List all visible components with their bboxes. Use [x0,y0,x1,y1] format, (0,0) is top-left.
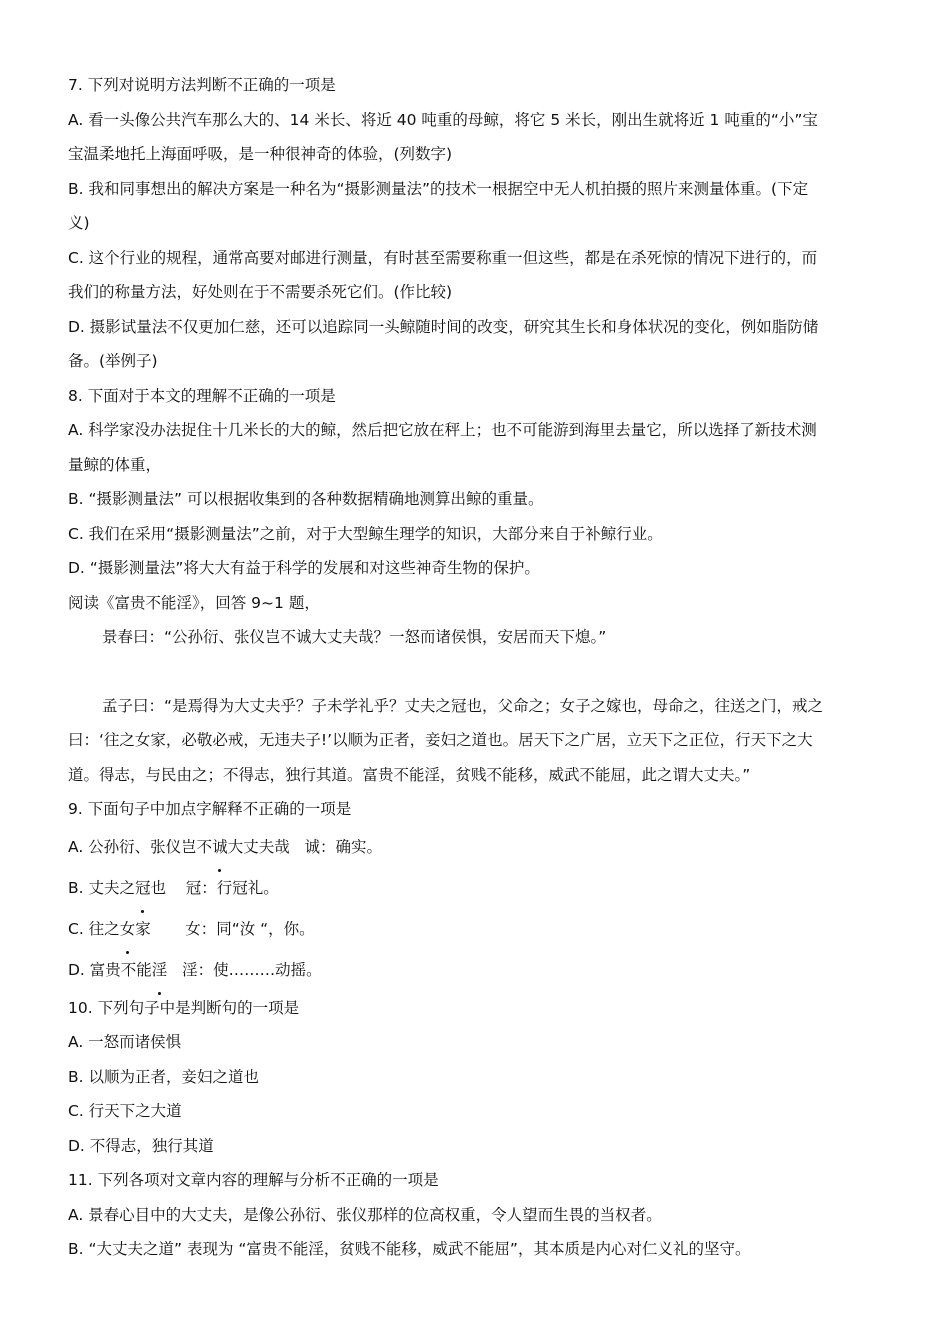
q7-option-d-line1: D. 摄影试量法不仅更加仁慈，还可以追踪同一头鲸随时间的改变，研究其生长和身体状况的变化，例如脂防储 [68,317,819,336]
q10-option-a: A. 一怒而诸侯惧 [68,1033,182,1051]
document-page [68,68,888,1267]
blank-spacer [68,655,888,689]
q7-option-b-line2: 义) [68,214,90,232]
q8-option-c: C. 我们在采用“摄影测量法”之前，对于大型鲸生理学的知识，大部分来自于补鲸行业。 [68,524,663,543]
passage-paragraph-2-line3: 道。得志，与民由之；不得志，独行其道。富贵不能淫，贫贱不能移，威武不能屈，此之谓大丈夫。” [68,765,751,784]
q9-stem: 9. 下面句子中加点字解释不正确的一项是 [68,800,352,818]
q9-option-b-suffix: 也 冠：行冠礼。 [150,878,279,897]
q7-option-c-line1: C. 这个行业的规程，通常高要对邮进行测量，有时甚至需要称重一但这些，都是在杀死惊的情况下进行的，而 [68,248,818,267]
q9-option-a-suffix: 大丈夫哉 诚：确实。 [227,837,382,856]
q9-option-a-prefix: A. 公孙衍、张仪岂不 [68,837,213,856]
q9-option-d-prefix: D. 富贵不能 [68,960,152,979]
q11-option-a: A. 景春心目中的大丈夫，是像公孙衍、张仪那样的位高权重，令人望而生畏的当权者。 [68,1205,662,1224]
passage-paragraph-2-line1: 孟子曰：“是焉得为大丈夫乎？子未学礼乎？丈夫之冠也，父命之；女子之嫁也，母命之，往送之门，戒之 [102,696,824,715]
q7-option-d-line2: 备。(举例子) [68,352,158,370]
reading-intro: 阅读《富贵不能淫》，回答 9~1 题， [68,593,320,612]
q10-option-d: D. 不得志，独行其道 [68,1136,214,1155]
q9-option-c [68,909,888,950]
passage-paragraph-1: 景春曰：“公孙衍、张仪岂不诚大丈夫哉？一怒而诸侯惧，安居而天下熄。” [102,628,607,646]
q9-option-a [68,827,888,868]
q10-option-b: B. 以顺为正者，妾妇之道也 [68,1067,259,1086]
emphasis-dot-char: 淫 [152,950,168,991]
q7-stem: 7. 下列对说明方法判断不正确的一项是 [68,76,336,94]
q8-option-a-line2: 量鲸的体重， [68,455,162,474]
q10-stem: 10. 下列句子中是判断句的一项是 [68,998,300,1017]
q9-option-c-suffix: 家 女：同“汝 “，你。 [135,919,315,938]
q8-option-b: B. “摄影测量法” 可以根据收集到的各种数据精确地测算出鲸的重量。 [68,490,544,508]
q11-stem: 11. 下列各项对文章内容的理解与分析不正确的一项是 [68,1171,439,1189]
emphasis-dot-char: 冠 [135,868,151,909]
q10-option-c: C. 行天下之大道 [68,1102,182,1120]
q9-option-d-suffix: 淫：使………动摇。 [167,960,322,979]
q9-option-d [68,950,888,991]
q7-option-b-line1: B. 我和同事想出的解决方案是一种名为“摄影测量法”的技术一根据空中无人机拍摄的照片来测量体重。(下定 [68,179,809,198]
passage-paragraph-2-line2: 曰：‘往之女家，必敬必戒，无违夫子!’以顺为正者，妾妇之道也。居天下之广居，立天下之正位，行天下之大 [68,731,813,749]
q9-option-c-prefix: C. 往之 [68,919,120,938]
q8-stem: 8. 下面对于本文的理解不正确的一项是 [68,386,336,405]
q8-option-d: D. “摄影测量法”将大大有益于科学的发展和对这些神奇生物的保护。 [68,559,540,577]
q7-option-a-line2: 宝温柔地托上海面呼吸，是一种很神奇的体验，(列数字) [68,145,453,163]
q7-option-a-line1: A. 看一头像公共汽车那么大的、14 米长、将近 40 吨重的母鲸，将它 5 米长，刚出生就将近 1 吨重的“小”宝 [68,110,818,129]
emphasis-dot-char: 女 [120,909,136,950]
q7-option-c-line2: 我们的称量方法，好处则在于不需要杀死它们。(作比较) [68,283,453,301]
emphasis-dot-char: 诚 [212,827,228,868]
q9-option-b [68,868,888,909]
q9-option-b-prefix: B. 丈夫之 [68,878,135,897]
q11-option-b: B. “大丈夫之道” 表现为 “富贵不能淫，贫贱不能移，威武不能屈”，其本质是内心对仁义礼的坚守。 [68,1240,751,1258]
q8-option-a-line1: A. 科学家没办法捉住十几米长的大的鲸，然后把它放在秤上；也不可能游到海里去量它，所以选择了新技术测 [68,421,817,439]
